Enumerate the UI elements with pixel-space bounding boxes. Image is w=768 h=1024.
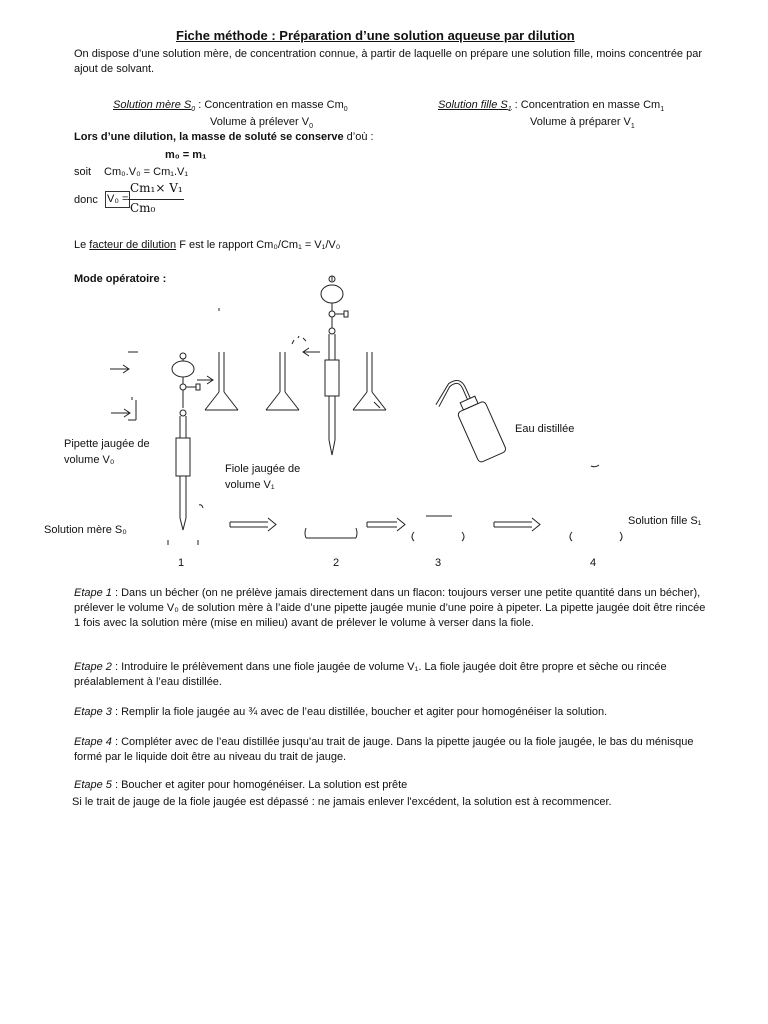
solution-fille-line2: Volume à préparer $V_1$: [530, 116, 635, 131]
donc-word: donc: [74, 194, 98, 206]
step-number-3: 3: [435, 557, 442, 569]
funnel-2: [266, 352, 299, 410]
formula-lhs: V₀ =: [105, 191, 130, 208]
wash-bottle: [430, 373, 507, 470]
soit-word: soit: [74, 166, 92, 178]
arrow-step-2-3: [367, 518, 405, 531]
eau-distillee-label: Eau distillée: [515, 423, 575, 435]
arrow-step-1-2: [230, 518, 276, 531]
etape-1: Etape 1 : Dans un bécher (on ne prélève jamais directement dans un flacon: toujours verser une petite quantité dans un bécher), prélever le volume V₀ de solution mère à l’aide d’une pipette jaugée munie d’une poire à pipeter. La pipette jaugée doit être rincée 1 fois avec la solution mère (mise en milieu) avant de prélever le volume à verser dans la fiole.: [74, 587, 706, 629]
solution-fille-line1: Solution fille $S_1$ : Concentration en masse $Cm_1$: [438, 99, 665, 114]
solution-mere-line1: Solution mère $S_0$ : Concentration en masse $Cm_0$: [113, 99, 348, 114]
pipette-label-line2: volume V₀: [64, 454, 115, 466]
arrow-to-funnel-1: [197, 376, 213, 384]
pipette-label-line1: Pipette jaugée de: [64, 438, 150, 450]
solution-mere-line2: Volume à prélever $V_0$: [210, 116, 313, 131]
solution-fille-label: Solution fille $S_1$: [438, 99, 512, 114]
facteur-line: Le facteur de dilution F est le rapport Cm₀/Cm₁ = V₁/V₀: [74, 239, 341, 251]
warning-note: Si le trait de jauge de la fiole jaugée est dépassé : ne jamais enlever l'excédent, la solution est à recommencer.: [72, 796, 612, 808]
pipette-2: [321, 276, 348, 455]
arrow-left-low: [111, 397, 136, 420]
funnel-1: [205, 352, 238, 410]
etape-5: Etape 5 : Boucher et agiter pour homogénéiser. La solution est prête: [74, 779, 408, 791]
formula-numerator: Cm₁× V₁: [130, 181, 183, 195]
intro-paragraph: On dispose d’une solution mère, de concentration connue, à partir de laquelle on prépare une solution fille, moins concentrée par ajout de solvant.: [74, 48, 703, 75]
arrow-step-3-4: [494, 518, 540, 531]
etape-3: Etape 3 : Remplir la fiole jaugée au ¾ avec de l’eau distillée, boucher et agiter pour homogénéiser la solution.: [74, 706, 608, 718]
page-title: Fiche méthode : Préparation d’une solution aqueuse par dilution: [176, 28, 575, 43]
formula-denominator: Cm₀: [130, 201, 156, 215]
arrow-left-mid: [110, 365, 129, 373]
solution-mere-label: Solution mère $S_0$: [113, 99, 196, 114]
flask-step-4: [570, 532, 622, 541]
flask-step-2: [305, 528, 357, 538]
becher-1: [168, 540, 198, 545]
mass-equation: m₀ = m₁: [165, 149, 207, 161]
etape-4: Etape 4 : Compléter avec de l’eau distillée jusqu’au trait de jauge. Dans la pipette jaugée ou la fiole jaugée, le bas du ménisque formé par le liquide doit être au niveau du trait de jauge.: [74, 736, 694, 763]
step-number-2: 2: [333, 557, 340, 569]
conservation-line: Lors d’une dilution, la masse de soluté se conserve d’où :: [74, 131, 374, 143]
flask-step-3: [412, 516, 464, 541]
fiole-label-line1: Fiole jaugée de: [225, 463, 301, 475]
funnel-3: [353, 352, 386, 410]
step-number-4: 4: [590, 557, 597, 569]
solution-mere-diagram-label: Solution mère S₀: [44, 524, 127, 536]
soit-equation: Cm₀.V₀ = Cm₁.V₁: [104, 166, 189, 178]
fiole-label-line2: volume V₁: [225, 479, 275, 491]
mode-operatoire-heading: Mode opératoire :: [74, 273, 167, 285]
solution-fille-diagram-label: Solution fille S₁: [628, 515, 702, 527]
pipette-1: [172, 353, 200, 530]
arrow-to-pipette-2: [303, 348, 320, 356]
etape-2: Etape 2 : Introduire le prélèvement dans une fiole jaugée de volume V₁. La fiole jaugée doit être propre et sèche ou rincée préalablement à l’eau distillée.: [74, 661, 667, 688]
step-number-1: 1: [178, 557, 185, 569]
